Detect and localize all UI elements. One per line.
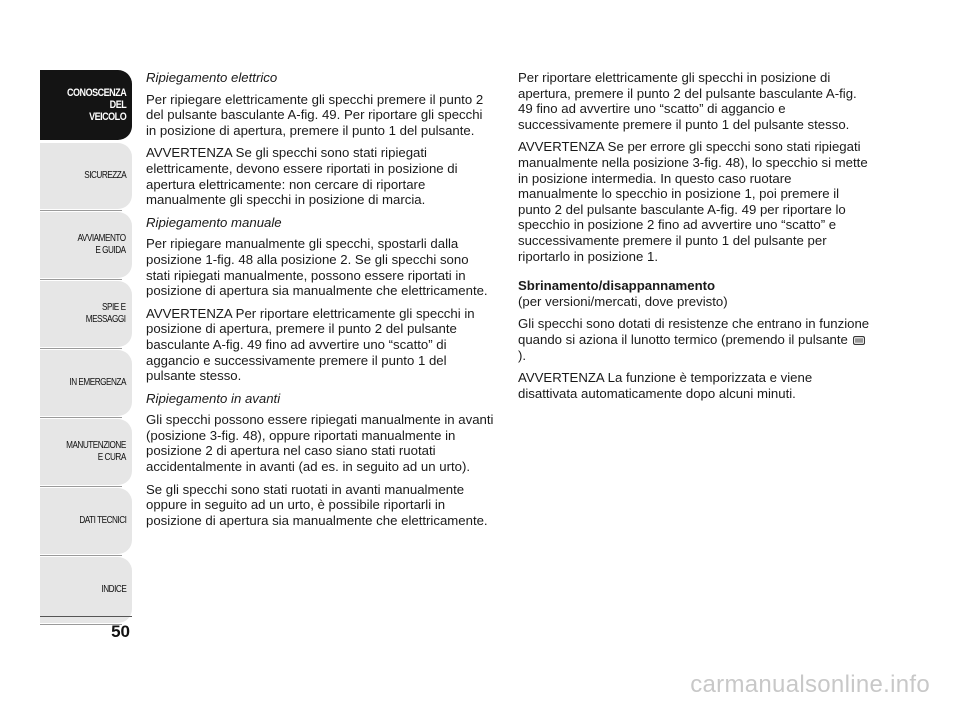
tab-spie-e-messaggi[interactable] <box>40 281 132 347</box>
paragraph: Per riportare elettricamente gli specchi in posizione di apertura, premere il punto 2 del pulsante basculante A-fig. 49 fino ad avvertire uno “scatto” di aggancio e successivamente premere il punto 1 del pulsante stesso. <box>518 70 857 132</box>
tab-indice[interactable] <box>40 557 132 623</box>
warning-paragraph: AVVERTENZA Se per errore gli specchi sono stati ripiegati manualmente nella posizione 3-fig. 48), lo specchio si mette in posizione intermedia. In questo caso ruotare manualmente lo specchio in posizione 1, poi premere il punto 2 del pulsante basculante A-fig. 49 per riportare lo specchio in posizione 2 fino ad avvertire uno “scatto” e successivamente premere il punto 1 del pulsante per riportarlo in posizione 1. <box>518 139 868 264</box>
paragraph: Gli specchi possono essere ripiegati manualmente in avanti (posizione 3-fig. 48), oppure riportati manualmente in posizione 2 di apertura nel caso siano stati ruotati accidentalmente in avanti (ad es. in seguito ad un urto). <box>146 412 494 475</box>
rear-defrost-icon <box>853 336 865 345</box>
page-number: 50 <box>111 622 130 641</box>
tab-label: CONOSCENZA DEL VEICOLO <box>66 87 126 123</box>
tab-avviamento-e-guida[interactable] <box>40 212 132 278</box>
tab-sicurezza[interactable] <box>40 143 132 209</box>
right-column <box>518 70 870 408</box>
tab-dati-tecnici[interactable] <box>40 488 132 554</box>
warning-paragraph: AVVERTENZA Se gli specchi sono stati ripiegati elettricamente, devono essere riportati in posizione di apertura elettricamente: non cercare di riportare manualmente gli specchi in posizione di marcia. <box>146 145 458 208</box>
subheading-ripiegamento-in-avanti: Ripiegamento in avanti <box>146 390 281 406</box>
section-heading-sbrinamento: Sbrinamento/disappannamento <box>518 278 716 294</box>
left-column <box>146 70 496 535</box>
divider <box>40 616 132 617</box>
tab-conoscenza-del-veicolo[interactable] <box>40 70 132 140</box>
tab-in-emergenza[interactable] <box>40 350 132 416</box>
paragraph: Per ripiegare elettricamente gli specchi premere il punto 2 del pulsante basculante A-fig. 49. Per riportare gli specchi in posizione di apertura, premere il punto 1 del pulsante. <box>146 91 484 138</box>
tab-label: SPIE E MESSAGGI <box>86 302 126 325</box>
subheading-ripiegamento-manuale: Ripiegamento manuale <box>146 214 282 230</box>
paragraph: Per ripiegare manualmente gli specchi, spostarli dalla posizione 1-fig. 48 alla posizione 2. Se gli specchi sono stati ripiegati manualmente, possono essere riportati in posizione di apertura sia manualmente che elettricamente. <box>146 236 488 299</box>
watermark: carmanualsonline.info <box>690 671 930 698</box>
tab-label: DATI TECNICI <box>78 515 126 526</box>
tab-label: AVVIAMENTO E GUIDA <box>77 233 126 256</box>
warning-paragraph: AVVERTENZA La funzione è temporizzata e viene disattivata automaticamente dopo alcuni minuti. <box>518 370 813 401</box>
warning-paragraph: AVVERTENZA Per riportare elettricamente gli specchi in posizione di apertura, premere il punto 2 del pulsante basculante A-fig. 49 fino ad avvertire uno “scatto” di aggancio e successivamente premere il punto 1 del pulsante stesso. <box>146 305 475 384</box>
tab-label: MANUTENZIONE E CURA <box>66 440 126 463</box>
section-tabs <box>40 70 132 626</box>
section-subtitle: (per versioni/mercati, dove previsto) <box>518 293 728 309</box>
tab-label: SICUREZZA <box>83 170 126 181</box>
paragraph-defrost <box>518 316 870 363</box>
tab-manutenzione-e-cura[interactable] <box>40 419 132 485</box>
tab-label: INDICE <box>101 584 126 595</box>
paragraph-text: ). <box>518 347 527 363</box>
tab-label: IN EMERGENZA <box>69 377 126 388</box>
paragraph: Se gli specchi sono stati ruotati in avanti manualmente oppure in seguito ad un urto, è possibile riportarli in posizione di apertura sia manualmente che elettricamente. <box>146 481 488 528</box>
paragraph-text: Gli specchi sono dotati di resistenze che entrano in funzione quando si aziona il lunotto termico (premendo il pulsante <box>518 316 870 347</box>
subheading-ripiegamento-elettrico: Ripiegamento elettrico <box>146 70 278 85</box>
